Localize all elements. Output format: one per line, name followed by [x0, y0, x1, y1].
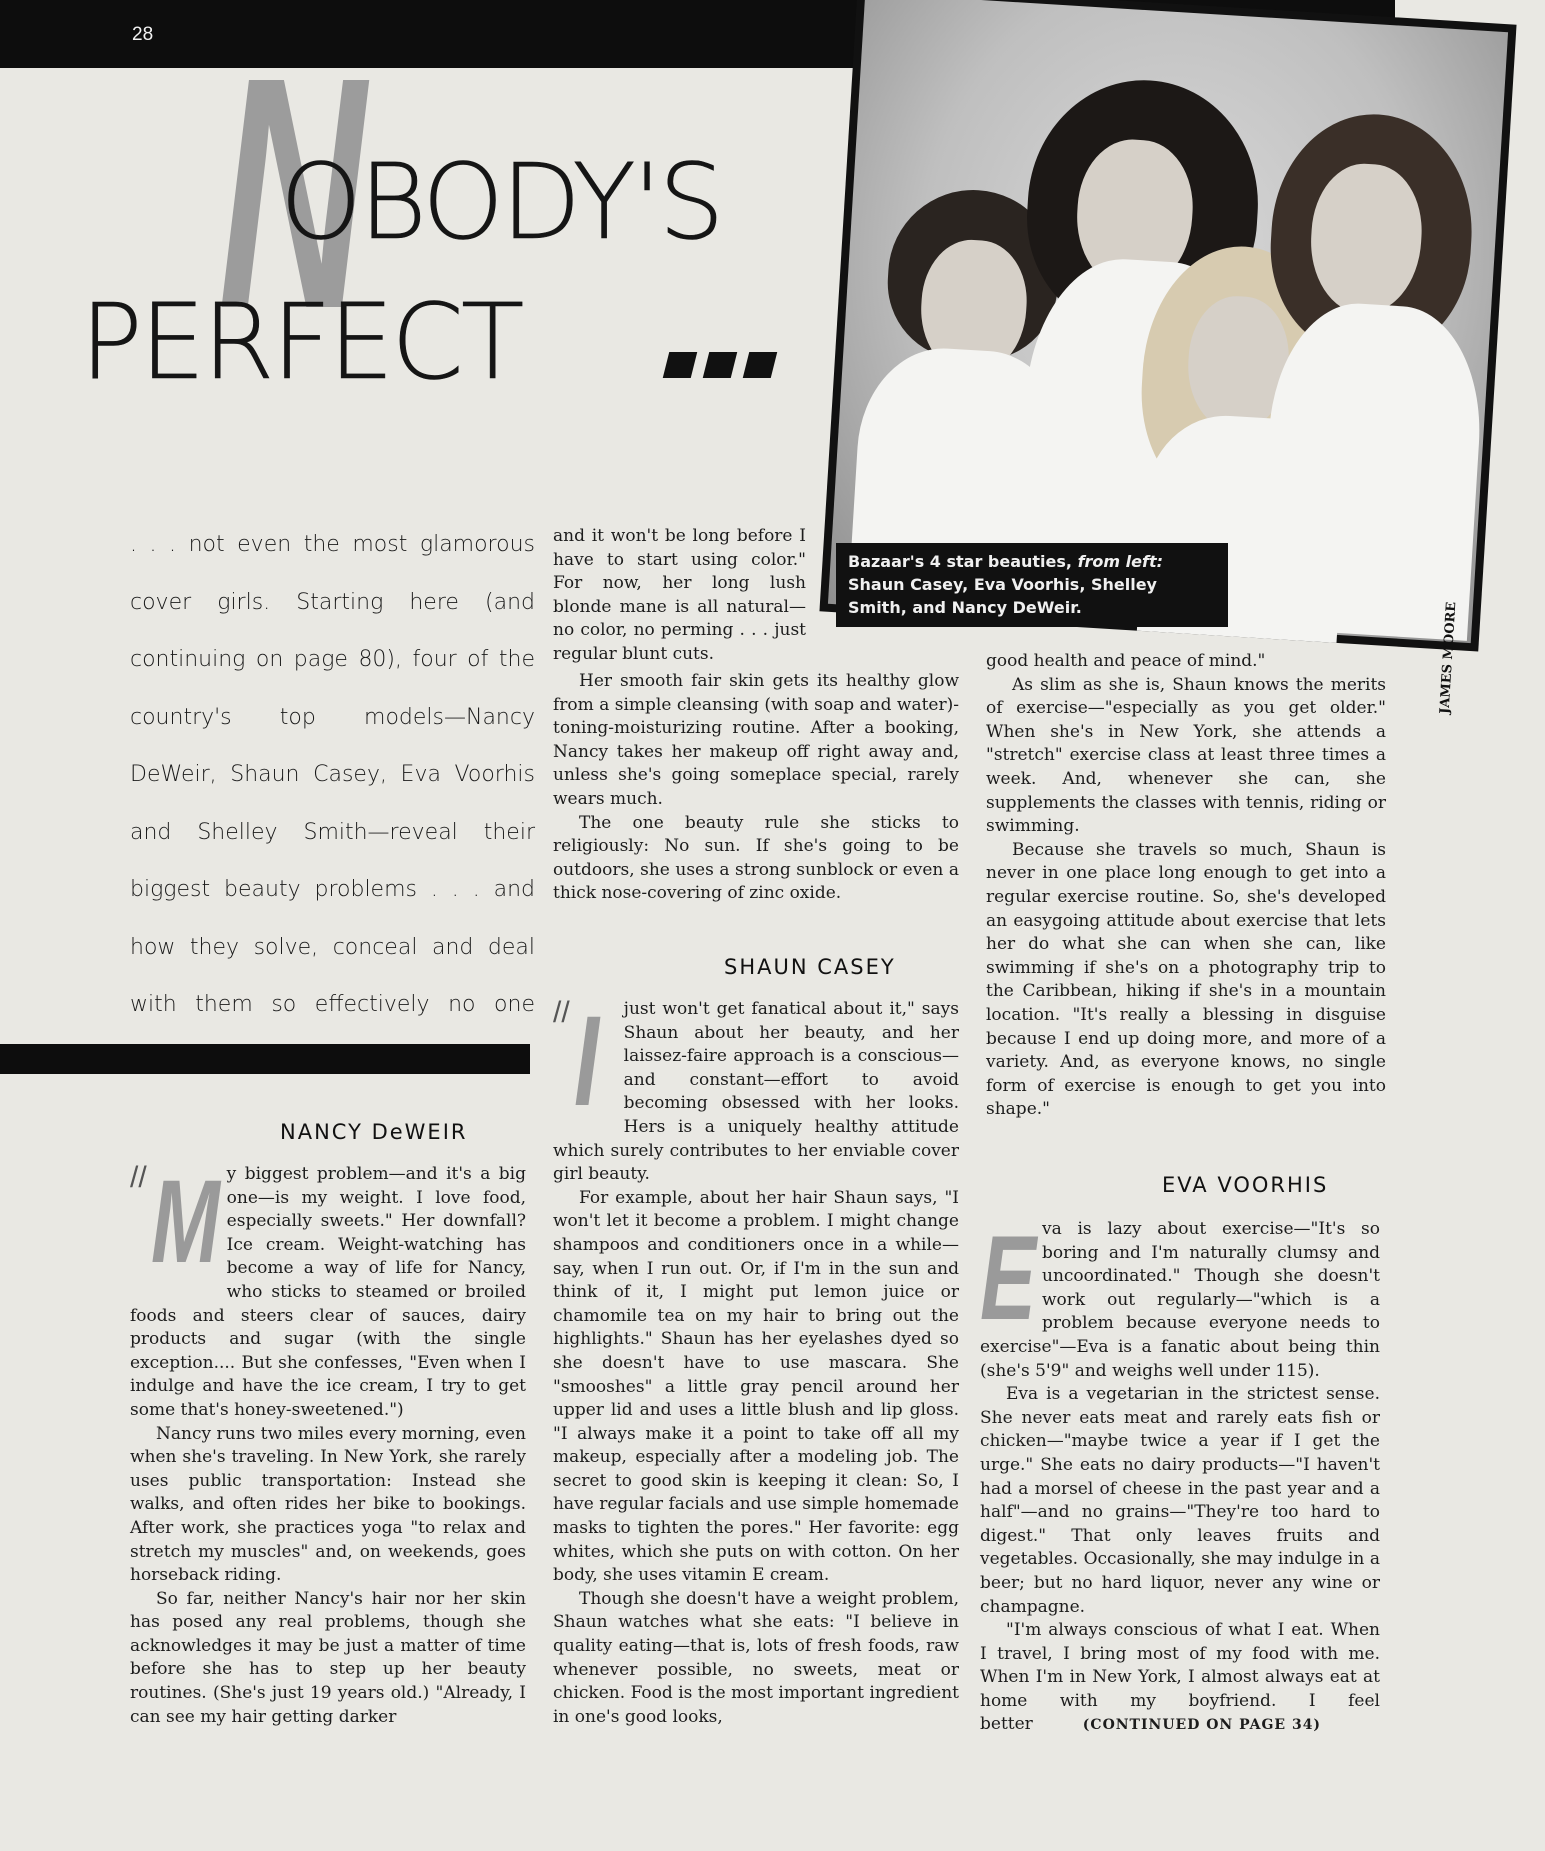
ellipsis-dot	[743, 352, 777, 378]
nancy-p1: y biggest problem—and it's a big one—is my weight. I love food, especially sweets." Her downfall? Ice cream. Weight-watching has become a way of life for Nancy, who sticks to steamed or broiled foods and steers clear of sauces, dairy products and sugar (with the single exception.... But she confesses, "Even when I indulge and have the ice cream, I try to get some that's honey-sweetened.")	[130, 1164, 526, 1420]
shaun-p5: As slim as she is, Shaun knows the merits of exercise—"especially as you get older." When she's in New York, she attends a "stretch" exercise class at least three times a week. And, whenever she can, she supplements the classes with tennis, riding or swimming.	[986, 674, 1386, 837]
nancy-p6: The one beauty rule she sticks to religiously: No sun. If she's going to be outdoors, she uses a strong sunblock or even a thick nose-covering of zinc oxide.	[553, 812, 959, 904]
nancy-heading: NANCY DeWEIR	[280, 1120, 468, 1144]
eva-heading: EVA VOORHIS	[1162, 1173, 1329, 1197]
continued-note: (CONTINUED ON PAGE 34)	[1082, 1717, 1322, 1734]
caption-names: Shaun Casey, Eva Voorhis, Shelley Smith, and Nancy DeWeir.	[848, 575, 1157, 617]
ellipsis-dot	[703, 352, 737, 378]
headline-initial: N	[218, 8, 366, 377]
photo-credit: JAMES MOORE	[1437, 601, 1460, 715]
intro-rule	[0, 1044, 530, 1074]
shaun-p2: For example, about her hair Shaun says, "I won't let it become a problem. I might change shampoos and conditioners once in a while—say, when I run out. Or, if I'm in the sun and think of it, I might put lemon juice or chamomile tea on my hair to bring out the highlights." Shaun has her eyelashes dyed so she doesn't have to use mascara. She "smooshes" a little gray pencil around her upper lid and uses a little blush and lip gloss. "I always make it a point to take off all my makeup, especially after a modeling job. The secret to good skin is keeping it clean: So, I have regular facials and use simple homemade masks to tighten the pores." Her favorite: egg whites, which she puts on with cotton. On her body, she uses vitamin E cream.	[553, 1187, 959, 1586]
nancy-p5: Her smooth fair skin gets its healthy glow from a simple cleansing (with soap and water)-toning-moisturizing routine. After a booking, Nancy takes her makeup off right away and, unless she's going someplace special, rarely wears much.	[553, 671, 959, 809]
shaun-p1: just won't get fanatical about it," says Shaun about her beauty, and her laissez-faire approach is a conscious—and constant—effort to avoid becoming obsessed with her looks. Hers is a uniquely healthy attitude which surely contributes to her enviable cover girl beauty.	[553, 999, 959, 1185]
eva-column	[980, 1211, 1380, 1738]
nancy-p2: Nancy runs two miles every morning, even when she's traveling. In New York, she rarely uses public transportation: Instead she walks, and often rides her bike to bookings. After work, she practices yoga "to relax and stretch my muscles" and, on weekends, goes horseback riding.	[130, 1423, 526, 1586]
nancy-continued-column	[553, 670, 959, 906]
eva-p1: va is lazy about exercise—"It's so boring and I'm naturally clumsy and uncoordinated." Though she doesn't work out regularly—"which is a problem because everyone needs to exercise"—Eva is a fanatic about being thin (she's 5'9" and weighs well under 115).	[980, 1219, 1380, 1381]
headline-line1: OBODY'S	[280, 141, 722, 263]
intro-deck: . . . not even the most glamorous cover girls. Starting here (and continuing on page 80), four of the country's top models—Nancy DeWeir, Shaun Casey, Eva Voorhis and Shelley Smith—reveal their biggest beauty problems . . . and how they solve, conceal and deal with them so effectively no one	[130, 532, 535, 1017]
photo-caption	[836, 543, 1228, 627]
page-number: 28	[132, 24, 154, 45]
shaun-continued-column	[986, 650, 1386, 1122]
eva-dropcap: E	[980, 1211, 1037, 1345]
nancy-column	[130, 1156, 526, 1729]
quote-mark: //	[553, 996, 570, 1029]
eva-p3: "I'm always conscious of what I eat. When I travel, I bring most of my food with me. When I'm in New York, I almost always eat at home with my boyfriend. I feel better	[980, 1620, 1380, 1735]
headline-ellipsis	[666, 352, 774, 378]
nancy-p3: So far, neither Nancy's hair nor her skin has posed any real problems, though she acknowledges it may be just a matter of time before she has to step up her beauty routines. (She's just 19 years old.) "Already, I can see my hair getting darker	[130, 1588, 526, 1727]
quote-mark: //	[130, 1161, 147, 1194]
shaun-column	[553, 990, 959, 1729]
headline-line2: PERFECT	[80, 281, 522, 403]
eva-p2: Eva is a vegetarian in the strictest sense. She never eats meat and rarely eats fish or chicken—"maybe twice a year if I get the urge." She eats no dairy products—"I haven't had a morsel of cheese in the past year and a half"—and no grains—"They're too hard to digest." That only leaves fruits and vegetables. Occasionally, she may indulge in a beer; but no hard liquor, never any wine or champagne.	[980, 1384, 1380, 1617]
nancy-dropcap: M	[150, 1156, 220, 1288]
headline	[0, 0, 880, 420]
ellipsis-dot	[663, 352, 697, 378]
shaun-p4: good health and peace of mind."	[986, 651, 1266, 671]
nancy-p4: and it won't be long before I have to start using color." For now, her long lush blonde mane is all natural—no color, no perming . . . just regular blunt cuts.	[553, 526, 806, 664]
shaun-heading: SHAUN CASEY	[724, 955, 896, 979]
shaun-p3: Though she doesn't have a weight problem, Shaun watches what she eats: "I believe in quality eating—that is, lots of fresh foods, raw whenever possible, no sweets, meat or chicken. Food is the most important ingredient in one's good looks,	[553, 1588, 959, 1727]
nancy-continued-top	[553, 525, 806, 667]
shaun-dropcap: I	[573, 990, 599, 1133]
eva-p3-wrap	[980, 1619, 1380, 1738]
caption-from: from left:	[1077, 552, 1164, 571]
caption-lead: Bazaar's 4 star beauties,	[848, 552, 1072, 571]
shaun-p6: Because she travels so much, Shaun is never in one place long enough to get into a regular exercise routine. So, she's developed an easygoing attitude about exercise that lets her do what she can when she can, like swimming if she's on a photography trip to the Caribbean, hiking if she's in a mountain location. "It's really a blessing in disguise because I end up doing more, and more of a variety. And, as everyone knows, no single form of exercise is enough to get you into shape."	[986, 839, 1386, 1120]
